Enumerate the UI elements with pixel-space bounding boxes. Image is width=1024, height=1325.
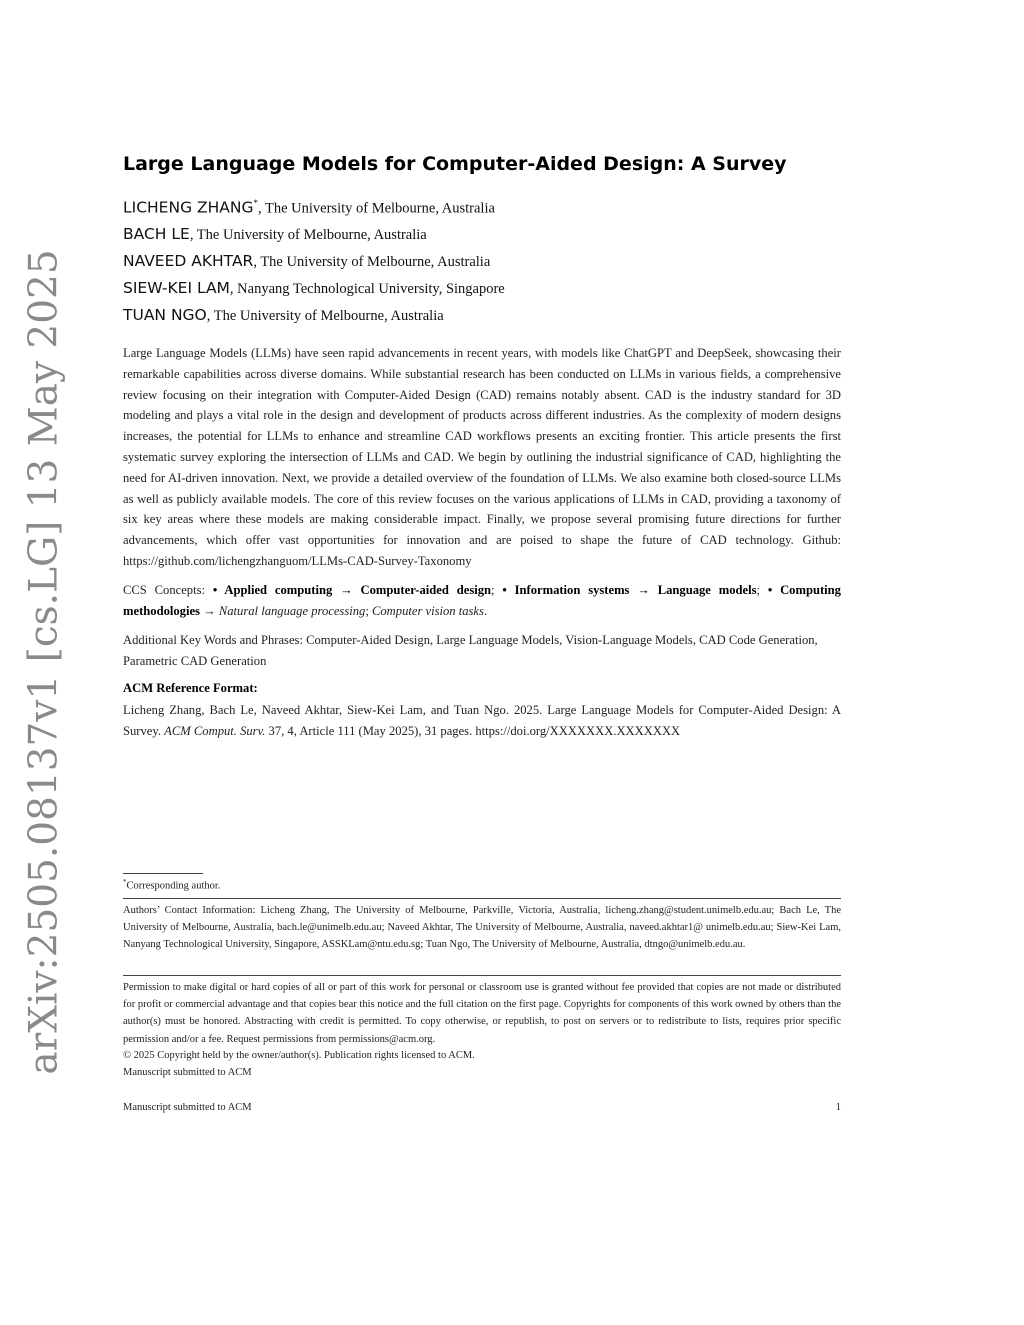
section-divider	[123, 975, 841, 976]
author-name: NAVEED AKHTAR	[123, 252, 254, 270]
paper-title: Large Language Models for Computer-Aided Design: A Survey	[123, 153, 787, 175]
keywords: Additional Key Words and Phrases: Computer-Aided Design, Large Language Models, Vision-Language Models, CAD Code Generation, Parametric CAD Generation	[123, 633, 818, 668]
author-affiliation: , The University of Melbourne, Australia	[206, 308, 444, 324]
author-name: BACH LE	[123, 225, 190, 243]
ccs-separator: ;	[491, 583, 503, 597]
author-affiliation: , The University of Melbourne, Australia	[189, 227, 427, 243]
ccs-arrow: →	[199, 603, 219, 618]
reference-heading: ACM Reference Format:	[123, 681, 258, 695]
manuscript-note: Manuscript submitted to ACM	[123, 1067, 252, 1078]
author-line	[123, 306, 444, 325]
footnote-divider	[123, 873, 203, 874]
ccs-separator: ;	[365, 603, 372, 618]
contact-information: Authors’ Contact Information: Licheng Zhang, The University of Melbourne, Parkville, Victoria, Australia, licheng.zhang@student.unimelb.edu.au; Bach Le, The University of Melbourne, Australia, bach.le@unimelb.edu.au; Naveed Akhtar, The University of Melbourne, Australia, naveed.akhtar1@ unimelb.edu.au; Siew-Kei Lam, Nanyang Technological University, Singapore, ASSKLam@ntu.edu.sg; Tuan Ngo, The University of Melbourne, Australia, dtngo@unimelb.edu.au.	[123, 905, 841, 951]
author-affiliation: , Nanyang Technological University, Singapore	[229, 281, 505, 297]
ccs-subconcept: Natural language processing	[218, 603, 366, 618]
reference-citation: Licheng Zhang, Bach Le, Naveed Akhtar, Siew-Kei Lam, and Tuan Ngo. 2025. Large Language Models for Computer-Aided Design: A Survey.	[123, 703, 841, 738]
author-name: TUAN NGO	[123, 306, 207, 324]
author-line	[123, 198, 495, 217]
ccs-separator: ;	[756, 583, 768, 597]
footer-text: Manuscript submitted to ACM	[123, 1102, 252, 1113]
ccs-concept: • Computing methodologies	[123, 583, 841, 618]
author-line	[123, 279, 505, 298]
footnote-text: Corresponding author.	[126, 880, 221, 892]
ccs-concept: • Information systems → Language models	[502, 583, 757, 597]
ccs-concept: • Applied computing → Computer-aided design	[212, 583, 492, 597]
reference-format	[123, 700, 841, 742]
author-affiliation: , The University of Melbourne, Australia	[258, 200, 495, 217]
arxiv-identifier: arXiv:2505.08137v1 [cs.LG] 13 May 2025	[21, 249, 67, 1075]
section-divider	[123, 898, 841, 899]
permission-notice: Permission to make digital or hard copies of all or part of this work for personal or classroom use is granted without fee provided that copies are not made or distributed for profit or commercial advantage and that copies bear this notice and the full citation on the first page. Copyrights for components of this work owned by others than the author(s) must be honored. Abstracting with credit is permitted. To copy otherwise, or republish, to post on servers or to redistribute to lists, requires prior specific permission and/or a fee. Request permissions from permissions@acm.org.	[123, 982, 841, 1045]
reference-journal: ACM Comput. Surv.	[164, 724, 266, 738]
footnote-mark: *	[123, 878, 127, 886]
page-number: 1	[835, 1102, 841, 1113]
author-line	[123, 252, 490, 271]
reference-details: 37, 4, Article 111 (May 2025), 31 pages. https://doi.org/XXXXXXX.XXXXXXX	[265, 724, 681, 738]
abstract: Large Language Models (LLMs) have seen rapid advancements in recent years, with models like ChatGPT and DeepSeek, showcasing their remarkable capabilities across diverse domains. While substantial research has been conducted on LLMs in various fields, a comprehensive review focusing on their integration with Computer-Aided Design (CAD) remains notably absent. CAD is the industry standard for 3D modeling and plays a vital role in the design and development of products across different industries. As the complexity of modern designs increases, the potential for LLMs to enhance and streamline CAD workflows presents an exciting frontier. This article presents the first systematic survey exploring the intersection of LLMs and CAD. We begin by outlining the industrial significance of CAD, highlighting the need for AI-driven innovation. Next, we provide a detailed overview of the foundation of LLMs. We also examine both closed-source LLMs as well as publicly available models. The core of this review focuses on the various applications of LLMs in CAD, providing a taxonomy of six key areas where these models are making considerable impact. Finally, we propose several promising future directions for further advancements, which offer vast opportunities for innovation and are poised to shape the future of CAD technology. Github: https://github.com/lichengzhanguom/LLMs-CAD-Survey-Taxonomy	[123, 346, 841, 568]
ccs-label: CCS Concepts:	[123, 583, 213, 597]
author-line	[123, 225, 427, 244]
author-mark: *	[253, 198, 258, 208]
ccs-concepts	[123, 580, 841, 622]
author-affiliation: , The University of Melbourne, Australia	[253, 254, 491, 270]
author-name: SIEW-KEI LAM	[123, 279, 230, 297]
author-name: LICHENG ZHANG	[123, 198, 254, 217]
ccs-end: .	[483, 603, 488, 618]
copyright-notice: © 2025 Copyright held by the owner/author(s). Publication rights licensed to ACM.	[123, 1050, 475, 1061]
footnote	[123, 878, 220, 892]
ccs-subconcept: Computer vision tasks	[371, 603, 484, 618]
